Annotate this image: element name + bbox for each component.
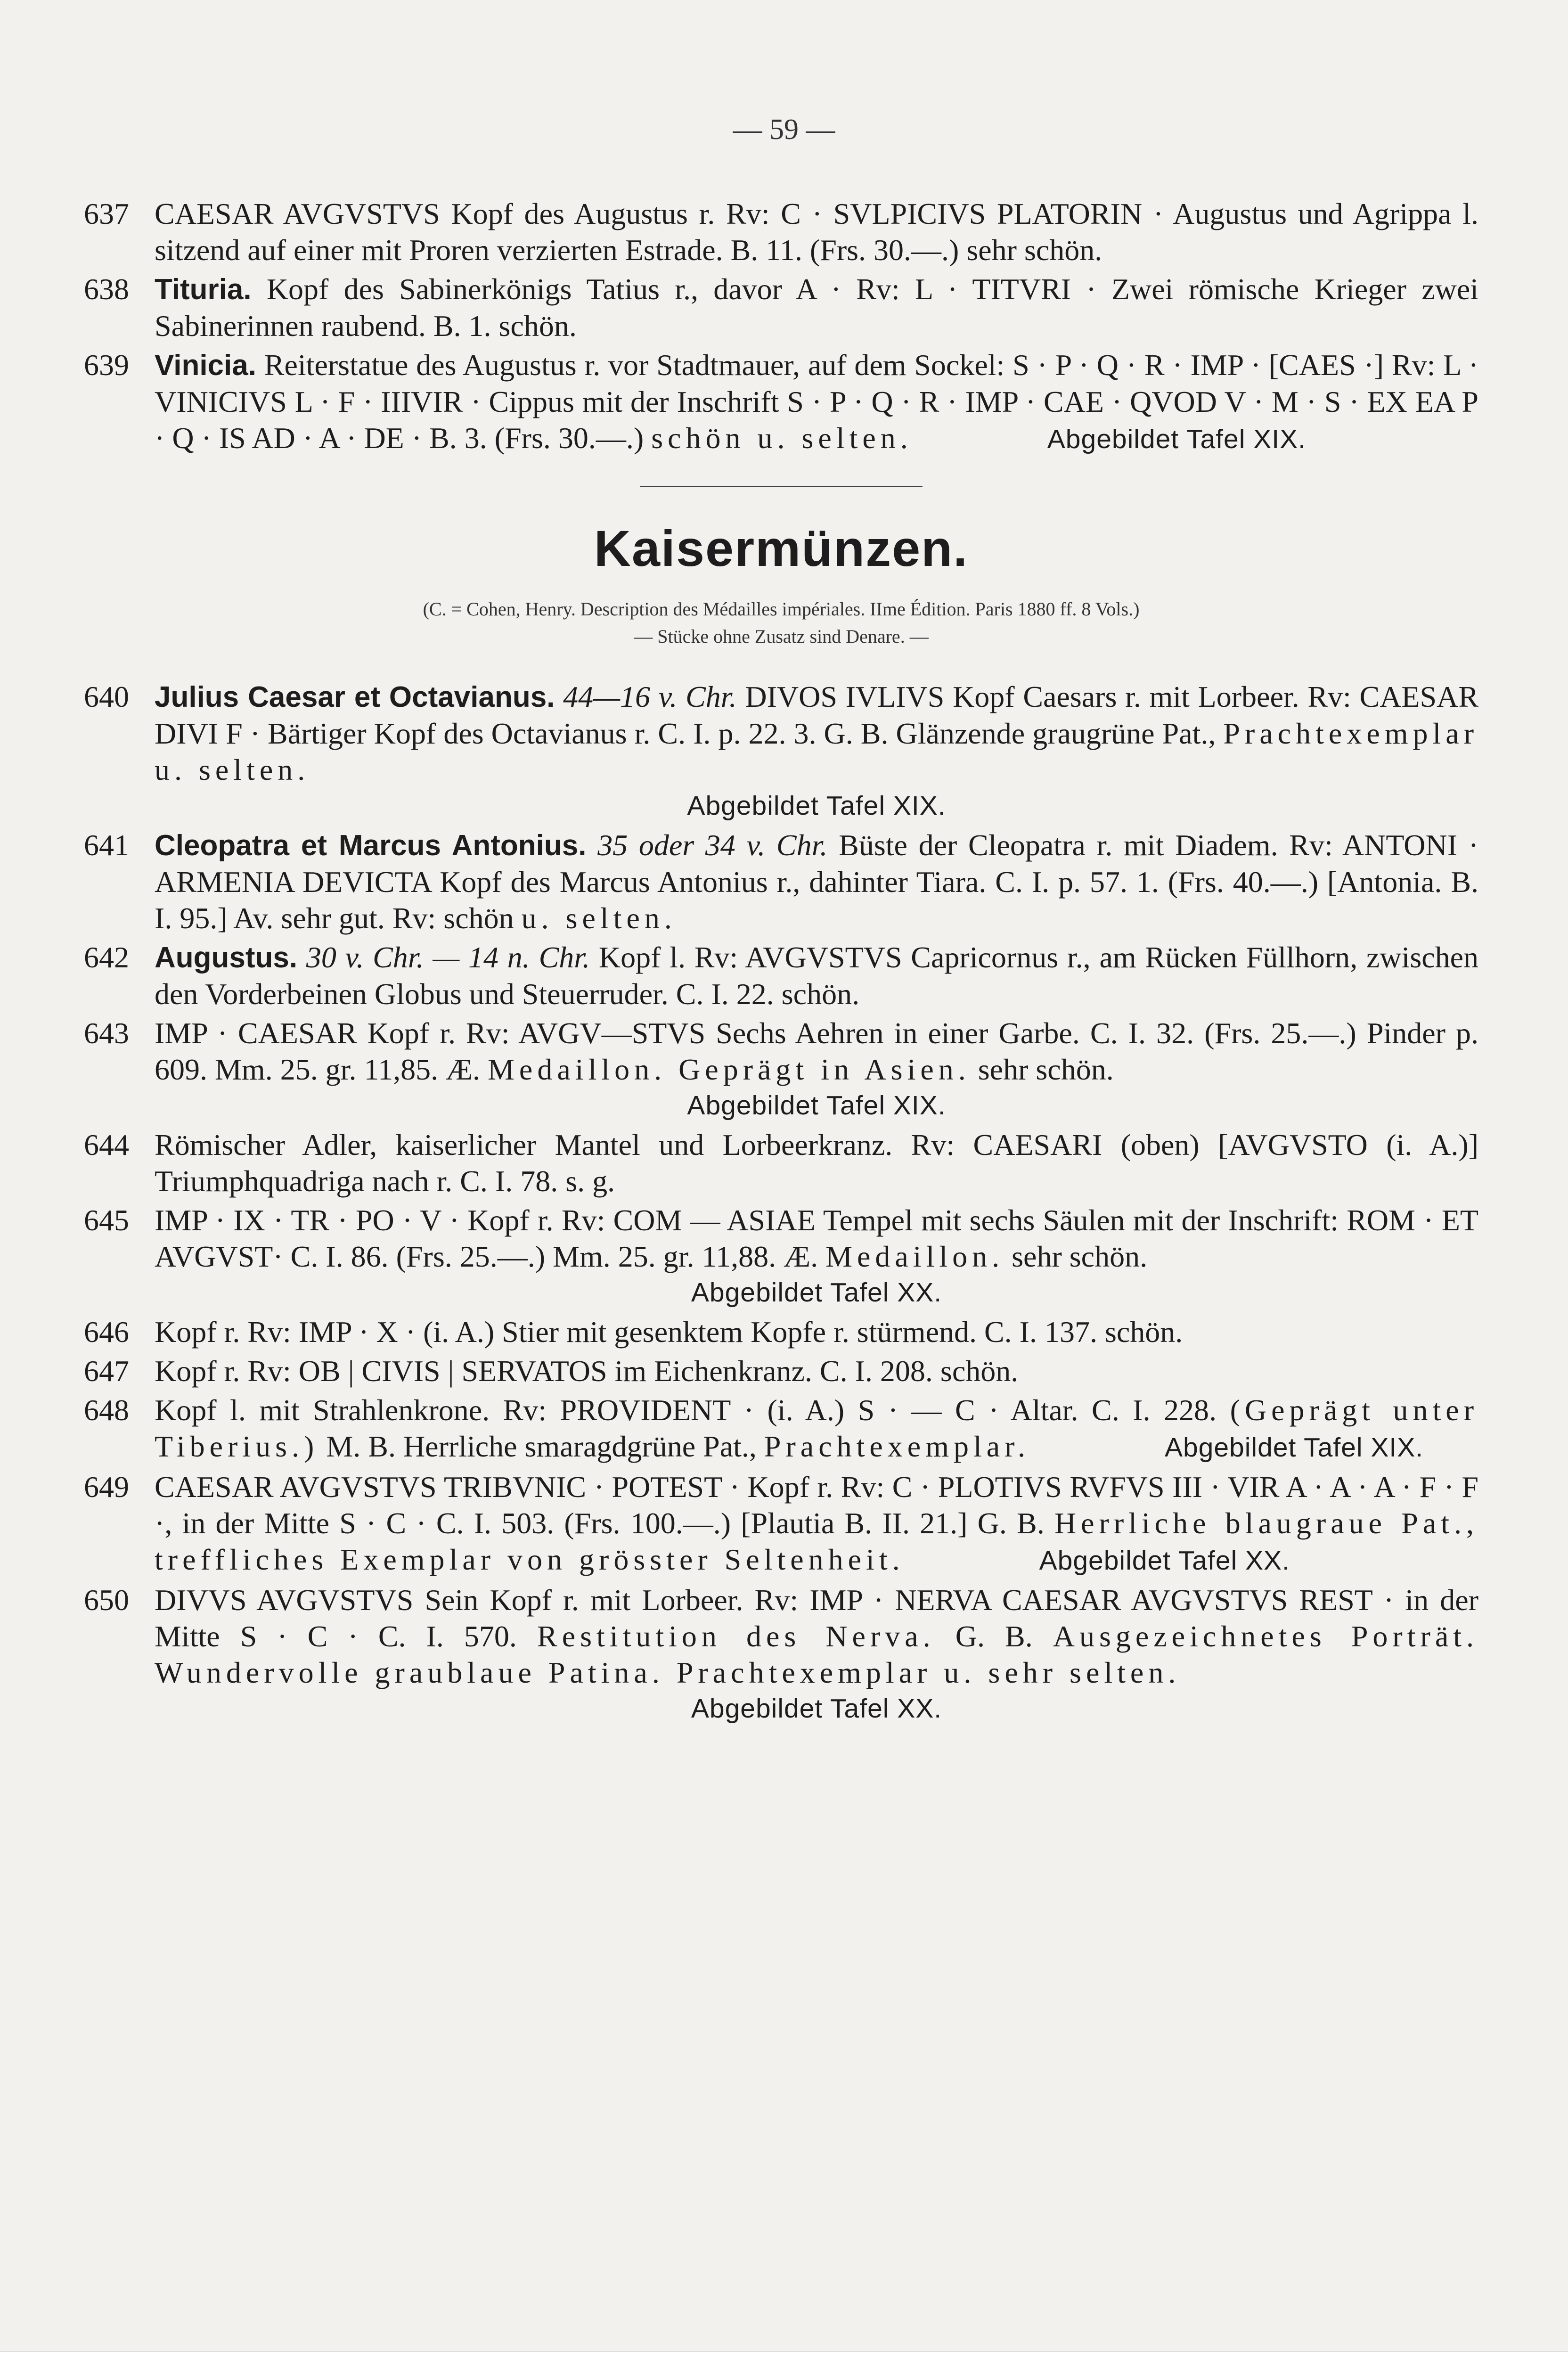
plate-reference: Abgebildet Tafel XIX. xyxy=(687,1090,946,1121)
page-number: — 59 — xyxy=(733,114,835,146)
catalog-entry-637 xyxy=(84,196,1478,268)
entry-number: 642 xyxy=(84,941,129,974)
entry-text: CAESAR AVGVSTVS TRIBVNIC · POTEST · Kopf r. Rv: C · PLOTIVS RVFVS III · VIR A · A · A · F · F ·, in der Mitte S · C · C. I. 503. (Frs. 100.—.) [Plautia B. II. 21.] G. B. xyxy=(155,1470,1478,1540)
entry-name: Tituria. xyxy=(155,273,252,306)
plate-reference: Abgebildet Tafel XIX. xyxy=(1164,1432,1424,1463)
plate-reference: Abgebildet Tafel XX. xyxy=(691,1277,942,1308)
catalog-entry-648 xyxy=(84,1392,1478,1466)
catalog-entry-644 xyxy=(84,1127,1478,1199)
entry-text: CAESAR AVGVSTVS Kopf des Augustus r. Rv: C · SVLPICIVS PLATORIN · Augustus und Agrippa l. sitzend auf einer mit Proren verzierten Estrade. B. 11. (Frs. 30.—.) sehr schön. xyxy=(155,197,1478,267)
entry-number: 646 xyxy=(84,1315,129,1349)
entry-name: Augustus. xyxy=(155,941,298,974)
entry-description: M. B. Herrliche smaragdgrüne Pat., xyxy=(326,1430,764,1463)
catalog-entry-642 xyxy=(84,939,1478,1012)
entry-text: Büste der Cleopatra r. mit Diadem. Rv: ANTONI · ARMENIA DEVICTA Kopf des Marcus Antonius r., dahinter Tiara. C. I. p. 57. 1. (Frs. 40.—.) [Antonia. B. I. 95.] Av. sehr gut. Rv: schön xyxy=(155,828,1479,935)
entry-condition: Prachtexemplar. xyxy=(764,1430,1030,1463)
digitization-footer xyxy=(0,2351,1568,2356)
section-divider xyxy=(640,486,923,487)
entry-text: IMP · CAESAR Kopf r. Rv: AVGV—STVS Sechs Aehren in einer Garbe. C. I. 32. (Frs. 25.—.) Pinder p. 609. Mm. 25. gr. 11,85. Æ. xyxy=(155,1016,1478,1086)
catalog-entry-649 xyxy=(84,1469,1478,1579)
catalog-entry-650 xyxy=(84,1582,1478,1727)
entry-number: 644 xyxy=(84,1128,129,1162)
entry-number: 638 xyxy=(84,272,129,306)
entry-name: Cleopatra et Marcus Antonius. xyxy=(155,829,587,862)
entry-text: Kopf des Sabinerkönigs Tatius r., davor A · Rv: L · TITVRI · Zwei römische Krieger zwei Sabinerinnen raubend. B. 1. schön. xyxy=(155,272,1479,343)
entry-description: G. B. xyxy=(955,1620,1053,1653)
reference-note: (C. = Cohen, Henry. Description des Médailles impériales. IIme Édition. Paris 1880 ff. 8 Vols.) xyxy=(423,598,1140,620)
entry-note: (Geprägt unter Tiberius.) xyxy=(155,1393,1479,1463)
entry-text: Reiterstatue des Augustus r. vor Stadtmauer, auf dem Sockel: S · P · Q · R · IMP · [CAES ·] Rv: L · VINICIVS L · F · IIIVIR · Cippus mit der Inschrift S · P · Q · R · IMP · CAE · QVOD V · M · S · EX EA P · Q · IS AD · A · DE · B. 3. (Frs. 30.—.) xyxy=(155,348,1479,455)
plate-reference: Abgebildet Tafel XIX. xyxy=(1047,424,1306,454)
entry-text: Kopf l. mit Strahlenkrone. Rv: PROVIDENT · (i. A.) S · — C · Altar. C. I. 228. xyxy=(155,1393,1230,1427)
entry-number: 643 xyxy=(84,1016,129,1050)
entry-text: Kopf r. Rv: OB | CIVIS | SERVATOS im Eichenkranz. C. I. 208. schön. xyxy=(155,1354,1019,1388)
entry-date: 44—16 v. Chr. xyxy=(563,680,737,713)
entry-date: 35 oder 34 v. Chr. xyxy=(597,828,828,862)
entry-condition: Prachtexemplar u. selten. xyxy=(155,717,1478,786)
entry-text: IMP · IX · TR · PO · V · Kopf r. Rv: COM — ASIAE Tempel mit sechs Säulen mit der Inschrift: ROM · ET AVGVST· C. I. 86. (Frs. 25.—.) Mm. 25. gr. 11,88. Æ. xyxy=(155,1203,1478,1273)
entry-condition: sehr schön. xyxy=(1012,1240,1148,1273)
entry-number: 647 xyxy=(84,1354,129,1388)
entry-condition: Herrliche blaugraue Pat., treffliches Exemplar von grösster Seltenheit. xyxy=(155,1506,1479,1576)
entry-condition: sehr schön. xyxy=(978,1053,1114,1086)
entry-name: Julius Caesar et Octavianus. xyxy=(155,681,555,713)
entry-number: 639 xyxy=(84,348,129,382)
entry-number: 637 xyxy=(84,197,129,230)
catalog-entry-647 xyxy=(84,1353,1478,1389)
entry-description: Medaillon. Geprägt in Asien. xyxy=(488,1053,971,1086)
entry-number: 648 xyxy=(84,1393,129,1427)
catalog-entry-646 xyxy=(84,1314,1478,1350)
catalog-content xyxy=(84,196,1478,1730)
denare-note: — Stücke ohne Zusatz sind Denare. — xyxy=(634,626,929,647)
entry-number: 649 xyxy=(84,1470,129,1504)
catalog-entry-640 xyxy=(84,679,1478,824)
catalog-entry-639 xyxy=(84,347,1478,458)
entry-condition: schön u. selten. xyxy=(651,421,913,455)
catalog-entry-638 xyxy=(84,271,1478,344)
entry-text: DIVOS IVLIVS Kopf Caesars r. mit Lorbeer. Rv: CAESAR DIVI F · Bärtiger Kopf des Octavianus r. C. I. p. 22. 3. G. B. Glänzende graugrüne Pat., xyxy=(155,680,1479,750)
entry-condition: u. selten. xyxy=(521,901,677,935)
entry-text: Kopf l. Rv: AVGVSTVS Capricornus r., am Rücken Füllhorn, zwischen den Vorderbeinen Globus und Steuerruder. C. I. 22. schön. xyxy=(155,941,1479,1011)
catalog-entry-641 xyxy=(84,827,1478,936)
section-title: Kaisermünzen. xyxy=(594,520,969,577)
entry-note: Restitution des Nerva. xyxy=(537,1620,935,1653)
catalog-entry-643 xyxy=(84,1015,1478,1124)
entry-number: 650 xyxy=(84,1583,129,1617)
entry-number: 641 xyxy=(84,828,129,862)
plate-reference: Abgebildet Tafel XIX. xyxy=(687,791,946,821)
entry-number: 645 xyxy=(84,1203,129,1237)
entry-number: 640 xyxy=(84,680,129,713)
entry-condition: Ausgezeichnetes Porträt. Wundervolle graublaue Patina. Prachtexemplar u. sehr selten. xyxy=(155,1620,1479,1689)
catalog-entry-645 xyxy=(84,1202,1478,1311)
entry-text: DIVVS AVGVSTVS Sein Kopf r. mit Lorbeer. Rv: IMP · NERVA CAESAR AVGVSTVS REST · in der Mitte S · C · C. I. 570. xyxy=(155,1583,1478,1653)
plate-reference: Abgebildet Tafel XX. xyxy=(691,1693,942,1724)
entry-text: Römischer Adler, kaiserlicher Mantel und Lorbeerkranz. Rv: CAESARI (oben) [AVGVSTO (i. A.)] Triumphquadriga nach r. C. I. 78. s. g. xyxy=(155,1128,1478,1198)
entry-date: 30 v. Chr. — 14 n. Chr. xyxy=(306,941,590,974)
entry-name: Vinicia. xyxy=(155,349,256,382)
entry-text: Kopf r. Rv: IMP · X · (i. A.) Stier mit gesenktem Kopfe r. stürmend. C. I. 137. schön. xyxy=(155,1315,1183,1349)
plate-reference: Abgebildet Tafel XX. xyxy=(1039,1546,1290,1576)
entry-description: Medaillon. xyxy=(825,1240,1004,1273)
